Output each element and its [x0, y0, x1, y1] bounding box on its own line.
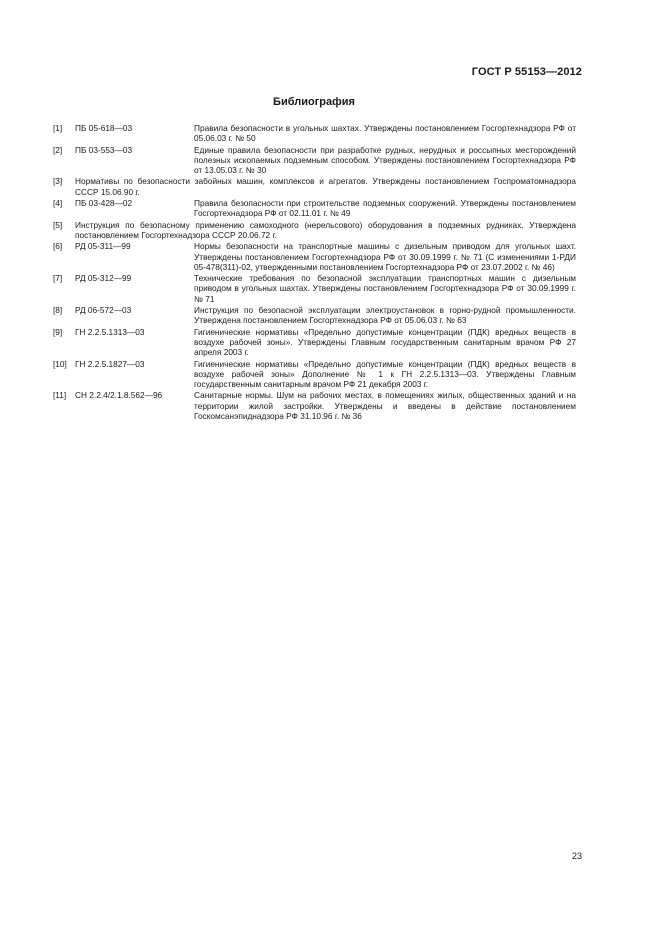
- entry-code: ГН 2.2.5.1827—03: [75, 358, 145, 369]
- entry-code: ГН 2.2.5.1313—03: [75, 326, 145, 337]
- entry-number: [7]: [53, 273, 63, 284]
- bibliography-entry: [53, 198, 576, 219]
- bibliography-entry: [53, 327, 576, 358]
- entry-code: СН 2.2.4/2.1.8.562—96: [75, 390, 163, 401]
- entry-code: ПБ 03-428—02: [75, 198, 133, 209]
- entry-text: Нормативы по безопасности забойных машин, комплексов и агрегатов. Утверждены постановлением Госпроматомнадзора СССР 15.06.90 г.: [75, 176, 576, 197]
- entry-text: Гигиенические нормативы «Предельно допустимые концентрации (ПДК) вредных веществ в воздухе рабочей зоны». Утверждены Главным государственным санитарным врачом РФ 27 апреля 2003 г.: [194, 326, 576, 358]
- bibliography-entry: [53, 220, 576, 241]
- entry-text: Гигиенические нормативы «Предельно допустимые концентрации (ПДК) вредных веществ в воздухе рабочей зоны» Дополнение № 1 к ГН 2.2.5.1313—03. Утверждены Главным государственным санитарным врачом РФ 21 декабря 2003 г.: [194, 358, 576, 390]
- standard-id: ГОСТ Р 55153—2012: [471, 66, 582, 78]
- entry-text: Технические требования по безопасной эксплуатации транспортных машин с дизельным приводом в угольных шахтах. Утверждены постановлением Госгортехнадзора РФ от 30.09.1999 г. № 71: [194, 273, 576, 304]
- bibliography-entry: [53, 273, 576, 304]
- entry-number: [1]: [53, 123, 63, 133]
- bibliography-entry: [53, 241, 576, 272]
- entry-code: ПБ 03-553—03: [75, 144, 133, 155]
- entry-number: [5]: [53, 219, 63, 230]
- entry-code: РД 05-312—99: [75, 273, 132, 284]
- bibliography-entry: [53, 145, 576, 176]
- entry-text: Нормы безопасности на транспортные машины с дизельным приводом для угольных шахт. Утверждены постановлением Госгортехнадзора РФ от 30.09.1999 г. № 71 (С изменениями 1-РДИ 05-478(311)-02, утвержденными постановлением Госгортехнадзора РФ от 23.07.2002 г. № 46): [194, 241, 576, 272]
- entry-number: [11]: [53, 390, 67, 401]
- bibliography-entry: [53, 359, 576, 390]
- entry-number: [10]: [53, 358, 67, 369]
- bibliography-list: [53, 123, 576, 422]
- page-number: 23: [571, 851, 582, 861]
- bibliography-entry: [53, 390, 576, 421]
- entry-number: [3]: [53, 176, 63, 187]
- bibliography-entry: [53, 176, 576, 197]
- entry-text: Инструкция по безопасной эксплуатации электроустановок в горно-рудной промышленности. Утверждена постановлением Госгортехнадзора РФ от 05.06.03 г. № 63: [194, 305, 576, 326]
- entry-number: [4]: [53, 198, 63, 209]
- entry-text: Правила безопасности в угольных шахтах. Утверждены постановлением Госгортехнадзора РФ от 05.06.03 г. № 50: [194, 123, 576, 144]
- entry-code: РД 06-572—03: [75, 305, 132, 316]
- bibliography-entry: [53, 305, 576, 326]
- entry-text: Правила безопасности при строительстве подземных сооружений. Утверждены постановлением Госгортехнадзора РФ от 02.11.01 г. № 49: [194, 198, 576, 219]
- entry-text: Единые правила безопасности при разработке рудных, нерудных и россыпных месторождений полезных ископаемых подземным способом. Утверждены постановлением Госгортехнадзора РФ от 13.05.03 г. № 30: [194, 144, 576, 176]
- entry-number: [6]: [53, 241, 63, 252]
- entry-text: Санитарные нормы. Шум на рабочих местах, в помещениях жилых, общественных зданий и на территории жилой застройки. Утверждены и введены в действие постановлением Госкомсанэпиднадзора РФ 31.10.96 г. № 36: [194, 390, 576, 422]
- bibliography-entry: [53, 123, 576, 144]
- page-title: Библиография: [273, 96, 355, 108]
- entry-number: [2]: [53, 144, 63, 155]
- entry-number: [8]: [53, 305, 63, 316]
- entry-code: ПБ 05-618—03: [75, 123, 133, 133]
- entry-code: РД 05-311—99: [75, 241, 131, 252]
- entry-number: [9]: [53, 326, 63, 337]
- entry-text: Инструкция по безопасному применению самоходного (нерельсового) оборудования в подземных рудниках. Утверждена постановлением Госгортехнадзора СССР 20.06.72 г.: [75, 219, 576, 240]
